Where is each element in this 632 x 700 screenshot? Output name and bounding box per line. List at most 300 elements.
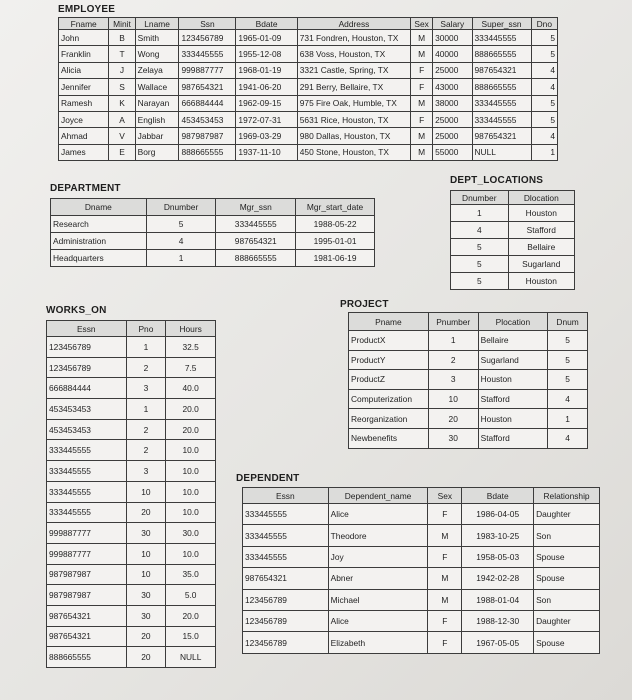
works-on-row [47, 605, 216, 626]
department-cell-dnumber: 5 [146, 216, 216, 233]
employee-header-minit: Minit [109, 18, 135, 30]
project-row [349, 389, 588, 409]
department-header-mgr-ssn: Mgr_ssn [216, 199, 296, 216]
employee-cell-bdate: 1937-11-10 [236, 144, 297, 160]
project-cell-pname: Reorganization [349, 409, 429, 429]
department-cell-mgr-ssn: 987654321 [216, 233, 296, 250]
employee-cell-dno: 1 [531, 144, 557, 160]
employee-cell-ssn: 123456789 [179, 30, 236, 46]
employee-cell-bdate: 1969-03-29 [236, 128, 297, 144]
works-on-cell-essn: 987987987 [47, 564, 127, 585]
employee-cell-minit: T [109, 46, 135, 62]
employee-row [59, 111, 558, 127]
employee-row [59, 128, 558, 144]
employee-cell-dno: 5 [531, 95, 557, 111]
department-cell-mgr-ssn: 333445555 [216, 216, 296, 233]
employee-header-dno: Dno [531, 18, 557, 30]
dept-locations-cell-dnumber: 1 [451, 205, 509, 222]
dependent-cell-sex: F [428, 610, 462, 631]
dependent-cell-dependent-name: Alice [328, 610, 428, 631]
department-cell-mgr-start-date: 1995-01-01 [296, 233, 375, 250]
works-on-cell-essn: 333445555 [47, 502, 127, 523]
project-cell-pnumber: 1 [428, 331, 478, 351]
works-on-cell-pno: 30 [126, 523, 166, 544]
employee-header-super-ssn: Super_ssn [472, 18, 531, 30]
employee-cell-minit: A [109, 111, 135, 127]
works-on-header-hours: Hours [166, 321, 216, 337]
dept-locations-header-row [451, 191, 575, 205]
project-cell-pnumber: 20 [428, 409, 478, 429]
project-row [349, 350, 588, 370]
dependent-cell-essn: 123456789 [243, 589, 329, 610]
employee-cell-lname: Wallace [135, 79, 179, 95]
project-cell-plocation: Stafford [478, 428, 548, 448]
employee-title: EMPLOYEE [58, 4, 116, 15]
employee-cell-salary: 43000 [433, 79, 472, 95]
project-cell-plocation: Houston [478, 370, 548, 390]
employee-cell-address: 5631 Rice, Houston, TX [297, 111, 410, 127]
department-cell-mgr-start-date: 1988-05-22 [296, 216, 375, 233]
works-on-row [47, 337, 216, 358]
dependent-cell-essn: 333445555 [243, 504, 329, 525]
works-on-cell-pno: 20 [126, 647, 166, 668]
works-on-row [47, 626, 216, 647]
dependent-cell-relationship: Daughter [534, 504, 600, 525]
works-on-row [47, 378, 216, 399]
project-cell-pname: Computerization [349, 389, 429, 409]
works-on-cell-hours: 15.0 [166, 626, 216, 647]
works-on-cell-essn: 987987987 [47, 585, 127, 606]
employee-cell-ssn: 453453453 [179, 111, 236, 127]
dependent-row [243, 525, 600, 546]
employee-header-fname: Fname [59, 18, 109, 30]
works-on-cell-essn: 123456789 [47, 357, 127, 378]
employee-cell-address: 291 Berry, Bellaire, TX [297, 79, 410, 95]
works-on-cell-pno: 3 [126, 378, 166, 399]
works-on-row [47, 502, 216, 523]
employee-cell-dno: 5 [531, 30, 557, 46]
employee-cell-sex: F [411, 79, 433, 95]
works-on-header-essn: Essn [47, 321, 127, 337]
department-cell-dname: Headquarters [51, 250, 147, 267]
works-on-row [47, 585, 216, 606]
dependent-table [242, 487, 600, 654]
project-cell-pname: ProductX [349, 331, 429, 351]
project-cell-pnumber: 3 [428, 370, 478, 390]
employee-cell-sex: M [411, 30, 433, 46]
employee-cell-lname: Jabbar [135, 128, 179, 144]
works-on-row [47, 543, 216, 564]
employee-cell-lname: English [135, 111, 179, 127]
works-on-cell-pno: 2 [126, 419, 166, 440]
dependent-cell-essn: 987654321 [243, 568, 329, 589]
project-row [349, 409, 588, 429]
works-on-header-row [47, 321, 216, 337]
department-header-dnumber: Dnumber [146, 199, 216, 216]
dept-locations-cell-dnumber: 5 [451, 273, 509, 290]
works-on-cell-pno: 30 [126, 605, 166, 626]
dependent-cell-relationship: Spouse [534, 546, 600, 567]
dependent-row [243, 504, 600, 525]
department-cell-dnumber: 4 [146, 233, 216, 250]
works-on-cell-essn: 987654321 [47, 605, 127, 626]
employee-row [59, 95, 558, 111]
employee-cell-minit: V [109, 128, 135, 144]
works-on-row [47, 357, 216, 378]
dependent-header-essn: Essn [243, 488, 329, 504]
department-title: DEPARTMENT [50, 183, 121, 194]
employee-cell-salary: 25000 [433, 111, 472, 127]
employee-cell-ssn: 888665555 [179, 144, 236, 160]
dependent-header-relationship: Relationship [534, 488, 600, 504]
project-cell-pname: Newbenefits [349, 428, 429, 448]
employee-header-salary: Salary [433, 18, 472, 30]
project-cell-dnum: 5 [548, 350, 588, 370]
works-on-title: WORKS_ON [46, 305, 107, 316]
works-on-row [47, 647, 216, 668]
project-header-row [349, 313, 588, 331]
works-on-cell-hours: 20.0 [166, 605, 216, 626]
employee-cell-lname: Smith [135, 30, 179, 46]
works-on-cell-essn: 987654321 [47, 626, 127, 647]
employee-header-address: Address [297, 18, 410, 30]
dept-locations-cell-dlocation: Sugarland [508, 256, 574, 273]
works-on-row [47, 440, 216, 461]
employee-cell-minit: E [109, 144, 135, 160]
works-on-cell-pno: 2 [126, 357, 166, 378]
project-cell-plocation: Sugarland [478, 350, 548, 370]
works-on-cell-pno: 20 [126, 502, 166, 523]
project-header-pname: Pname [349, 313, 429, 331]
department-row [51, 250, 375, 267]
works-on-cell-essn: 999887777 [47, 523, 127, 544]
dependent-row [243, 546, 600, 567]
dependent-cell-bdate: 1942-02-28 [462, 568, 534, 589]
dependent-cell-dependent-name: Theodore [328, 525, 428, 546]
dependent-title: DEPENDENT [236, 473, 300, 484]
employee-cell-dno: 4 [531, 79, 557, 95]
works-on-cell-pno: 3 [126, 461, 166, 482]
project-cell-pnumber: 2 [428, 350, 478, 370]
employee-cell-bdate: 1962-09-15 [236, 95, 297, 111]
works-on-cell-essn: 666884444 [47, 378, 127, 399]
dependent-cell-relationship: Son [534, 589, 600, 610]
employee-cell-fname: Ahmad [59, 128, 109, 144]
works-on-cell-hours: 10.0 [166, 502, 216, 523]
works-on-cell-essn: 333445555 [47, 461, 127, 482]
employee-cell-bdate: 1968-01-19 [236, 62, 297, 78]
works-on-row [47, 523, 216, 544]
employee-cell-fname: Franklin [59, 46, 109, 62]
project-cell-plocation: Houston [478, 409, 548, 429]
employee-header-ssn: Ssn [179, 18, 236, 30]
project-row [349, 370, 588, 390]
employee-cell-salary: 25000 [433, 62, 472, 78]
project-cell-dnum: 1 [548, 409, 588, 429]
employee-cell-salary: 38000 [433, 95, 472, 111]
employee-cell-lname: Borg [135, 144, 179, 160]
project-cell-pname: ProductZ [349, 370, 429, 390]
works-on-row [47, 481, 216, 502]
dept-locations-cell-dnumber: 4 [451, 222, 509, 239]
employee-cell-fname: Ramesh [59, 95, 109, 111]
dependent-cell-sex: F [428, 546, 462, 567]
project-cell-dnum: 4 [548, 389, 588, 409]
employee-cell-super-ssn: NULL [472, 144, 531, 160]
dept-locations-cell-dlocation: Stafford [508, 222, 574, 239]
project-cell-dnum: 4 [548, 428, 588, 448]
dependent-header-bdate: Bdate [462, 488, 534, 504]
employee-cell-minit: S [109, 79, 135, 95]
works-on-cell-hours: 10.0 [166, 440, 216, 461]
dependent-cell-bdate: 1983-10-25 [462, 525, 534, 546]
dependent-cell-bdate: 1958-05-03 [462, 546, 534, 567]
dependent-row [243, 589, 600, 610]
employee-cell-sex: M [411, 95, 433, 111]
dependent-cell-sex: M [428, 525, 462, 546]
works-on-cell-pno: 20 [126, 626, 166, 647]
dependent-cell-bdate: 1967-05-05 [462, 632, 534, 653]
dependent-cell-dependent-name: Abner [328, 568, 428, 589]
department-row [51, 233, 375, 250]
dept-locations-row [451, 239, 575, 256]
dependent-cell-dependent-name: Elizabeth [328, 632, 428, 653]
department-row [51, 216, 375, 233]
dependent-cell-sex: M [428, 568, 462, 589]
dependent-cell-bdate: 1988-12-30 [462, 610, 534, 631]
project-cell-dnum: 5 [548, 370, 588, 390]
works-on-cell-essn: 123456789 [47, 337, 127, 358]
project-header-pnumber: Pnumber [428, 313, 478, 331]
employee-cell-super-ssn: 333445555 [472, 111, 531, 127]
project-cell-pnumber: 10 [428, 389, 478, 409]
employee-cell-lname: Narayan [135, 95, 179, 111]
dependent-cell-essn: 333445555 [243, 525, 329, 546]
works-on-cell-pno: 10 [126, 564, 166, 585]
works-on-row [47, 399, 216, 420]
dependent-cell-bdate: 1988-01-04 [462, 589, 534, 610]
employee-cell-sex: M [411, 46, 433, 62]
works-on-cell-pno: 10 [126, 543, 166, 564]
employee-cell-ssn: 987654321 [179, 79, 236, 95]
employee-cell-ssn: 987987987 [179, 128, 236, 144]
employee-cell-minit: K [109, 95, 135, 111]
employee-cell-sex: F [411, 62, 433, 78]
works-on-cell-essn: 333445555 [47, 440, 127, 461]
employee-row [59, 62, 558, 78]
department-cell-mgr-ssn: 888665555 [216, 250, 296, 267]
employee-cell-fname: Joyce [59, 111, 109, 127]
employee-header-bdate: Bdate [236, 18, 297, 30]
employee-row [59, 46, 558, 62]
dependent-cell-essn: 123456789 [243, 610, 329, 631]
dependent-cell-bdate: 1986-04-05 [462, 504, 534, 525]
works-on-cell-pno: 1 [126, 399, 166, 420]
works-on-cell-hours: NULL [166, 647, 216, 668]
dependent-row [243, 568, 600, 589]
employee-cell-salary: 30000 [433, 30, 472, 46]
dept-locations-cell-dlocation: Houston [508, 205, 574, 222]
works-on-row [47, 419, 216, 440]
dependent-cell-essn: 333445555 [243, 546, 329, 567]
works-on-cell-hours: 20.0 [166, 399, 216, 420]
department-table [50, 198, 375, 267]
employee-cell-fname: Jennifer [59, 79, 109, 95]
employee-row [59, 144, 558, 160]
works-on-cell-pno: 10 [126, 481, 166, 502]
employee-cell-lname: Wong [135, 46, 179, 62]
dependent-cell-dependent-name: Alice [328, 504, 428, 525]
works-on-cell-hours: 10.0 [166, 481, 216, 502]
works-on-row [47, 564, 216, 585]
dependent-cell-relationship: Daughter [534, 610, 600, 631]
project-header-plocation: Plocation [478, 313, 548, 331]
dept-locations-title: DEPT_LOCATIONS [450, 175, 544, 186]
dependent-header-row [243, 488, 600, 504]
employee-cell-bdate: 1955-12-08 [236, 46, 297, 62]
employee-cell-ssn: 666884444 [179, 95, 236, 111]
employee-cell-bdate: 1941-06-20 [236, 79, 297, 95]
works-on-cell-hours: 30.0 [166, 523, 216, 544]
works-on-cell-pno: 1 [126, 337, 166, 358]
project-cell-pnumber: 30 [428, 428, 478, 448]
department-cell-dnumber: 1 [146, 250, 216, 267]
dependent-cell-sex: F [428, 632, 462, 653]
employee-cell-salary: 40000 [433, 46, 472, 62]
dept-locations-row [451, 205, 575, 222]
employee-cell-ssn: 333445555 [179, 46, 236, 62]
dependent-row [243, 610, 600, 631]
employee-cell-minit: B [109, 30, 135, 46]
dependent-cell-relationship: Spouse [534, 632, 600, 653]
employee-cell-address: 731 Fondren, Houston, TX [297, 30, 410, 46]
project-header-dnum: Dnum [548, 313, 588, 331]
department-cell-dname: Research [51, 216, 147, 233]
department-header-dname: Dname [51, 199, 147, 216]
employee-cell-fname: James [59, 144, 109, 160]
employee-cell-super-ssn: 888665555 [472, 46, 531, 62]
employee-cell-super-ssn: 888665555 [472, 79, 531, 95]
project-row [349, 428, 588, 448]
works-on-cell-pno: 30 [126, 585, 166, 606]
project-table [348, 312, 588, 449]
dependent-header-sex: Sex [428, 488, 462, 504]
employee-cell-ssn: 999887777 [179, 62, 236, 78]
dept-locations-row [451, 273, 575, 290]
employee-cell-dno: 4 [531, 128, 557, 144]
employee-cell-super-ssn: 987654321 [472, 128, 531, 144]
employee-cell-fname: Alicia [59, 62, 109, 78]
employee-cell-address: 450 Stone, Houston, TX [297, 144, 410, 160]
employee-header-lname: Lname [135, 18, 179, 30]
employee-cell-dno: 4 [531, 62, 557, 78]
employee-cell-sex: M [411, 144, 433, 160]
employee-cell-fname: John [59, 30, 109, 46]
project-row [349, 331, 588, 351]
employee-cell-minit: J [109, 62, 135, 78]
employee-cell-address: 980 Dallas, Houston, TX [297, 128, 410, 144]
works-on-cell-hours: 40.0 [166, 378, 216, 399]
employee-cell-salary: 55000 [433, 144, 472, 160]
employee-cell-dno: 5 [531, 46, 557, 62]
employee-table [58, 17, 558, 161]
works-on-table [46, 320, 216, 668]
works-on-cell-essn: 999887777 [47, 543, 127, 564]
department-cell-dname: Administration [51, 233, 147, 250]
employee-cell-address: 638 Voss, Houston, TX [297, 46, 410, 62]
dependent-cell-essn: 123456789 [243, 632, 329, 653]
works-on-cell-hours: 10.0 [166, 461, 216, 482]
works-on-header-pno: Pno [126, 321, 166, 337]
dept-locations-row [451, 256, 575, 273]
dependent-cell-sex: M [428, 589, 462, 610]
works-on-cell-hours: 5.0 [166, 585, 216, 606]
dept-locations-cell-dlocation: Bellaire [508, 239, 574, 256]
employee-cell-sex: F [411, 111, 433, 127]
department-cell-mgr-start-date: 1981-06-19 [296, 250, 375, 267]
dept-locations-row [451, 222, 575, 239]
employee-cell-super-ssn: 333445555 [472, 95, 531, 111]
employee-cell-dno: 5 [531, 111, 557, 127]
dependent-cell-relationship: Son [534, 525, 600, 546]
dependent-cell-sex: F [428, 504, 462, 525]
employee-cell-salary: 25000 [433, 128, 472, 144]
dept-locations-cell-dnumber: 5 [451, 239, 509, 256]
employee-cell-super-ssn: 987654321 [472, 62, 531, 78]
dept-locations-cell-dlocation: Houston [508, 273, 574, 290]
department-header-mgr-start-date: Mgr_start_date [296, 199, 375, 216]
dept-locations-table [450, 190, 575, 290]
dept-locations-header-dlocation: Dlocation [508, 191, 574, 205]
project-cell-dnum: 5 [548, 331, 588, 351]
dependent-cell-dependent-name: Michael [328, 589, 428, 610]
dependent-cell-dependent-name: Joy [328, 546, 428, 567]
dependent-cell-relationship: Spouse [534, 568, 600, 589]
project-cell-plocation: Bellaire [478, 331, 548, 351]
works-on-cell-pno: 2 [126, 440, 166, 461]
employee-cell-sex: M [411, 128, 433, 144]
project-cell-pname: ProductY [349, 350, 429, 370]
employee-cell-address: 975 Fire Oak, Humble, TX [297, 95, 410, 111]
works-on-cell-essn: 333445555 [47, 481, 127, 502]
works-on-cell-essn: 453453453 [47, 419, 127, 440]
dependent-header-dependent-name: Dependent_name [328, 488, 428, 504]
employee-cell-bdate: 1972-07-31 [236, 111, 297, 127]
employee-header-sex: Sex [411, 18, 433, 30]
project-title: PROJECT [340, 299, 389, 310]
project-cell-plocation: Stafford [478, 389, 548, 409]
works-on-cell-hours: 20.0 [166, 419, 216, 440]
works-on-cell-essn: 888665555 [47, 647, 127, 668]
dependent-row [243, 632, 600, 653]
works-on-row [47, 461, 216, 482]
works-on-cell-hours: 10.0 [166, 543, 216, 564]
employee-cell-lname: Zelaya [135, 62, 179, 78]
employee-cell-address: 3321 Castle, Spring, TX [297, 62, 410, 78]
employee-row [59, 30, 558, 46]
works-on-cell-hours: 35.0 [166, 564, 216, 585]
dept-locations-header-dnumber: Dnumber [451, 191, 509, 205]
department-header-row [51, 199, 375, 216]
employee-cell-bdate: 1965-01-09 [236, 30, 297, 46]
works-on-cell-hours: 7.5 [166, 357, 216, 378]
works-on-cell-hours: 32.5 [166, 337, 216, 358]
works-on-cell-essn: 453453453 [47, 399, 127, 420]
employee-row [59, 79, 558, 95]
dept-locations-cell-dnumber: 5 [451, 256, 509, 273]
employee-cell-super-ssn: 333445555 [472, 30, 531, 46]
employee-header-row [59, 18, 558, 30]
